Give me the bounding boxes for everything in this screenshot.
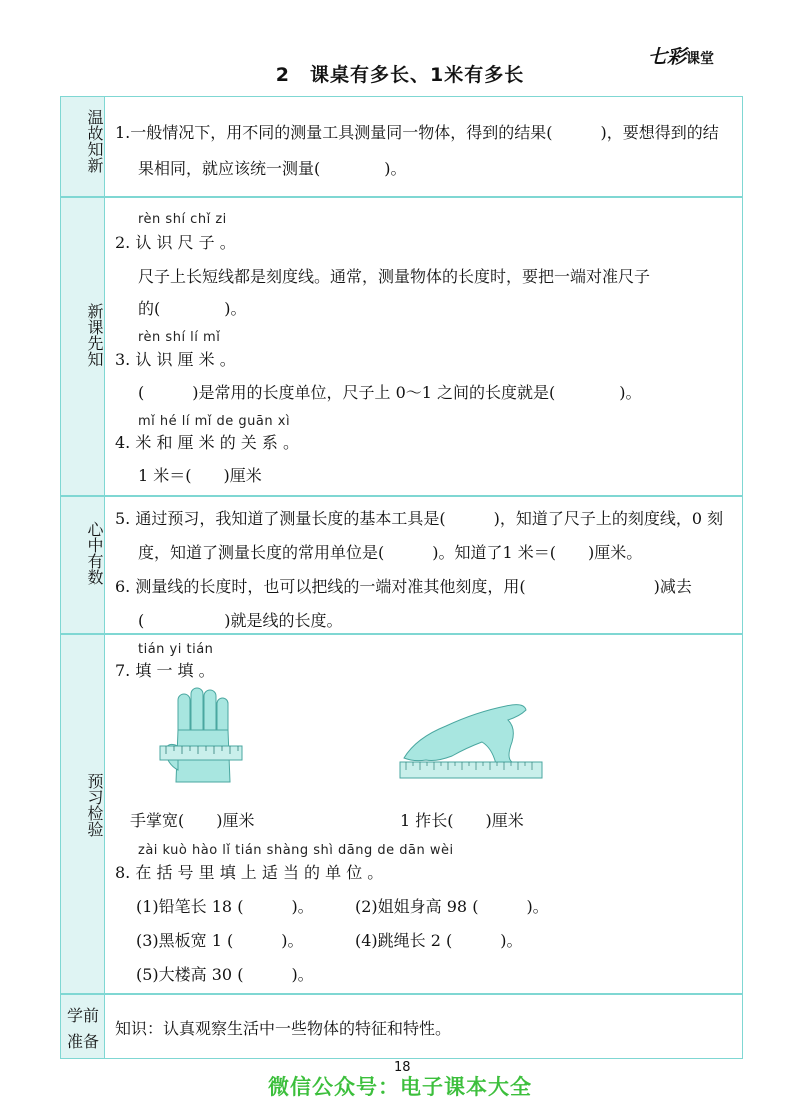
palm-ruler-illustration [158, 686, 244, 790]
brand-name: 七彩 [648, 46, 687, 68]
q6-line2: ( )就是线的长度。 [138, 611, 343, 630]
q2-title: 2. 认 识 尺 子 。 [115, 233, 236, 252]
section-label-thinking: 心中有数 [85, 521, 104, 585]
q3-pinyin: rèn shí lí mǐ [138, 330, 221, 345]
q5-line1: 5. 通过预习，我知道了测量长度的基本工具是( )，知道了尺子上的刻度线，0 刻 [115, 509, 724, 528]
q8-pinyin: zài kuò hào lǐ tián shàng shì dāng de dān wèi [138, 843, 454, 858]
section-label-prep [61, 999, 105, 1055]
section-label-check: 预习检验 [85, 773, 104, 837]
page-number: 18 [394, 1060, 411, 1075]
q7-title: 7. 填 一 填 。 [115, 661, 215, 680]
q2-pinyin: rèn shí chǐ zi [138, 212, 227, 227]
wechat-watermark: 微信公众号：电子课本大全 [268, 1075, 532, 1099]
section-label-prep-text: 学前准备 [66, 1006, 99, 1051]
q8-item-3: (3)黑板宽 1 ( )。 [136, 931, 304, 950]
q5-line2: 度，知道了测量长度的常用单位是( )。知道了1 米＝( )厘米。 [138, 543, 643, 562]
q3-title: 3. 认 识 厘 米 。 [115, 350, 236, 369]
q8-title: 8. 在 括 号 里 填 上 适 当 的 单 位 。 [115, 863, 384, 882]
hand-span-ruler-illustration [396, 698, 546, 782]
q4-pinyin: mǐ hé lí mǐ de guān xì [138, 414, 291, 429]
row-divider [61, 196, 742, 198]
row-divider [61, 495, 742, 497]
section-label-new-lesson: 新课先知 [85, 303, 104, 367]
q1-line1: 1.一般情况下，用不同的测量工具测量同一物体，得到的结果( )，要想得到的结 [115, 123, 719, 142]
page-title: 2 课桌有多长、1米有多长 [275, 64, 525, 86]
prep-knowledge: 知识：认真观察生活中一些物体的特征和特性。 [115, 1019, 452, 1038]
q7-pinyin: tián yi tián [138, 642, 214, 657]
q8-item-1: (1)铅笔长 18 ( )。 [136, 897, 314, 916]
q2-line1: 尺子上长短线都是刻度线。通常，测量物体的长度时，要把一端对准尺子 [138, 267, 651, 286]
q8-item-5: (5)大楼高 30 ( )。 [136, 965, 314, 984]
q7-palm-width: 手掌宽( )厘米 [130, 811, 255, 830]
q4-title: 4. 米 和 厘 米 的 关 系 。 [115, 433, 299, 452]
q6-line1: 6. 测量线的长度时，也可以把线的一端对准其他刻度，用( )减去 [115, 577, 692, 596]
section-label-review: 温故知新 [85, 109, 104, 173]
q7-hand-span: 1 拃长( )厘米 [400, 811, 524, 830]
q1-line2: 果相同，就应该统一测量( )。 [138, 159, 407, 178]
q3-line1: ( )是常用的长度单位，尺子上 0～1 之间的长度就是( )。 [138, 383, 642, 402]
brand-logo [648, 42, 714, 69]
q8-item-2: (2)姐姐身高 98 ( )。 [355, 897, 549, 916]
row-divider [61, 633, 742, 635]
brand-subname: 课堂 [686, 51, 715, 67]
q4-line1: 1 米＝( )厘米 [138, 466, 262, 485]
q2-line2: 的( )。 [138, 299, 247, 318]
row-divider [61, 993, 742, 995]
q8-item-4: (4)跳绳长 2 ( )。 [355, 931, 523, 950]
